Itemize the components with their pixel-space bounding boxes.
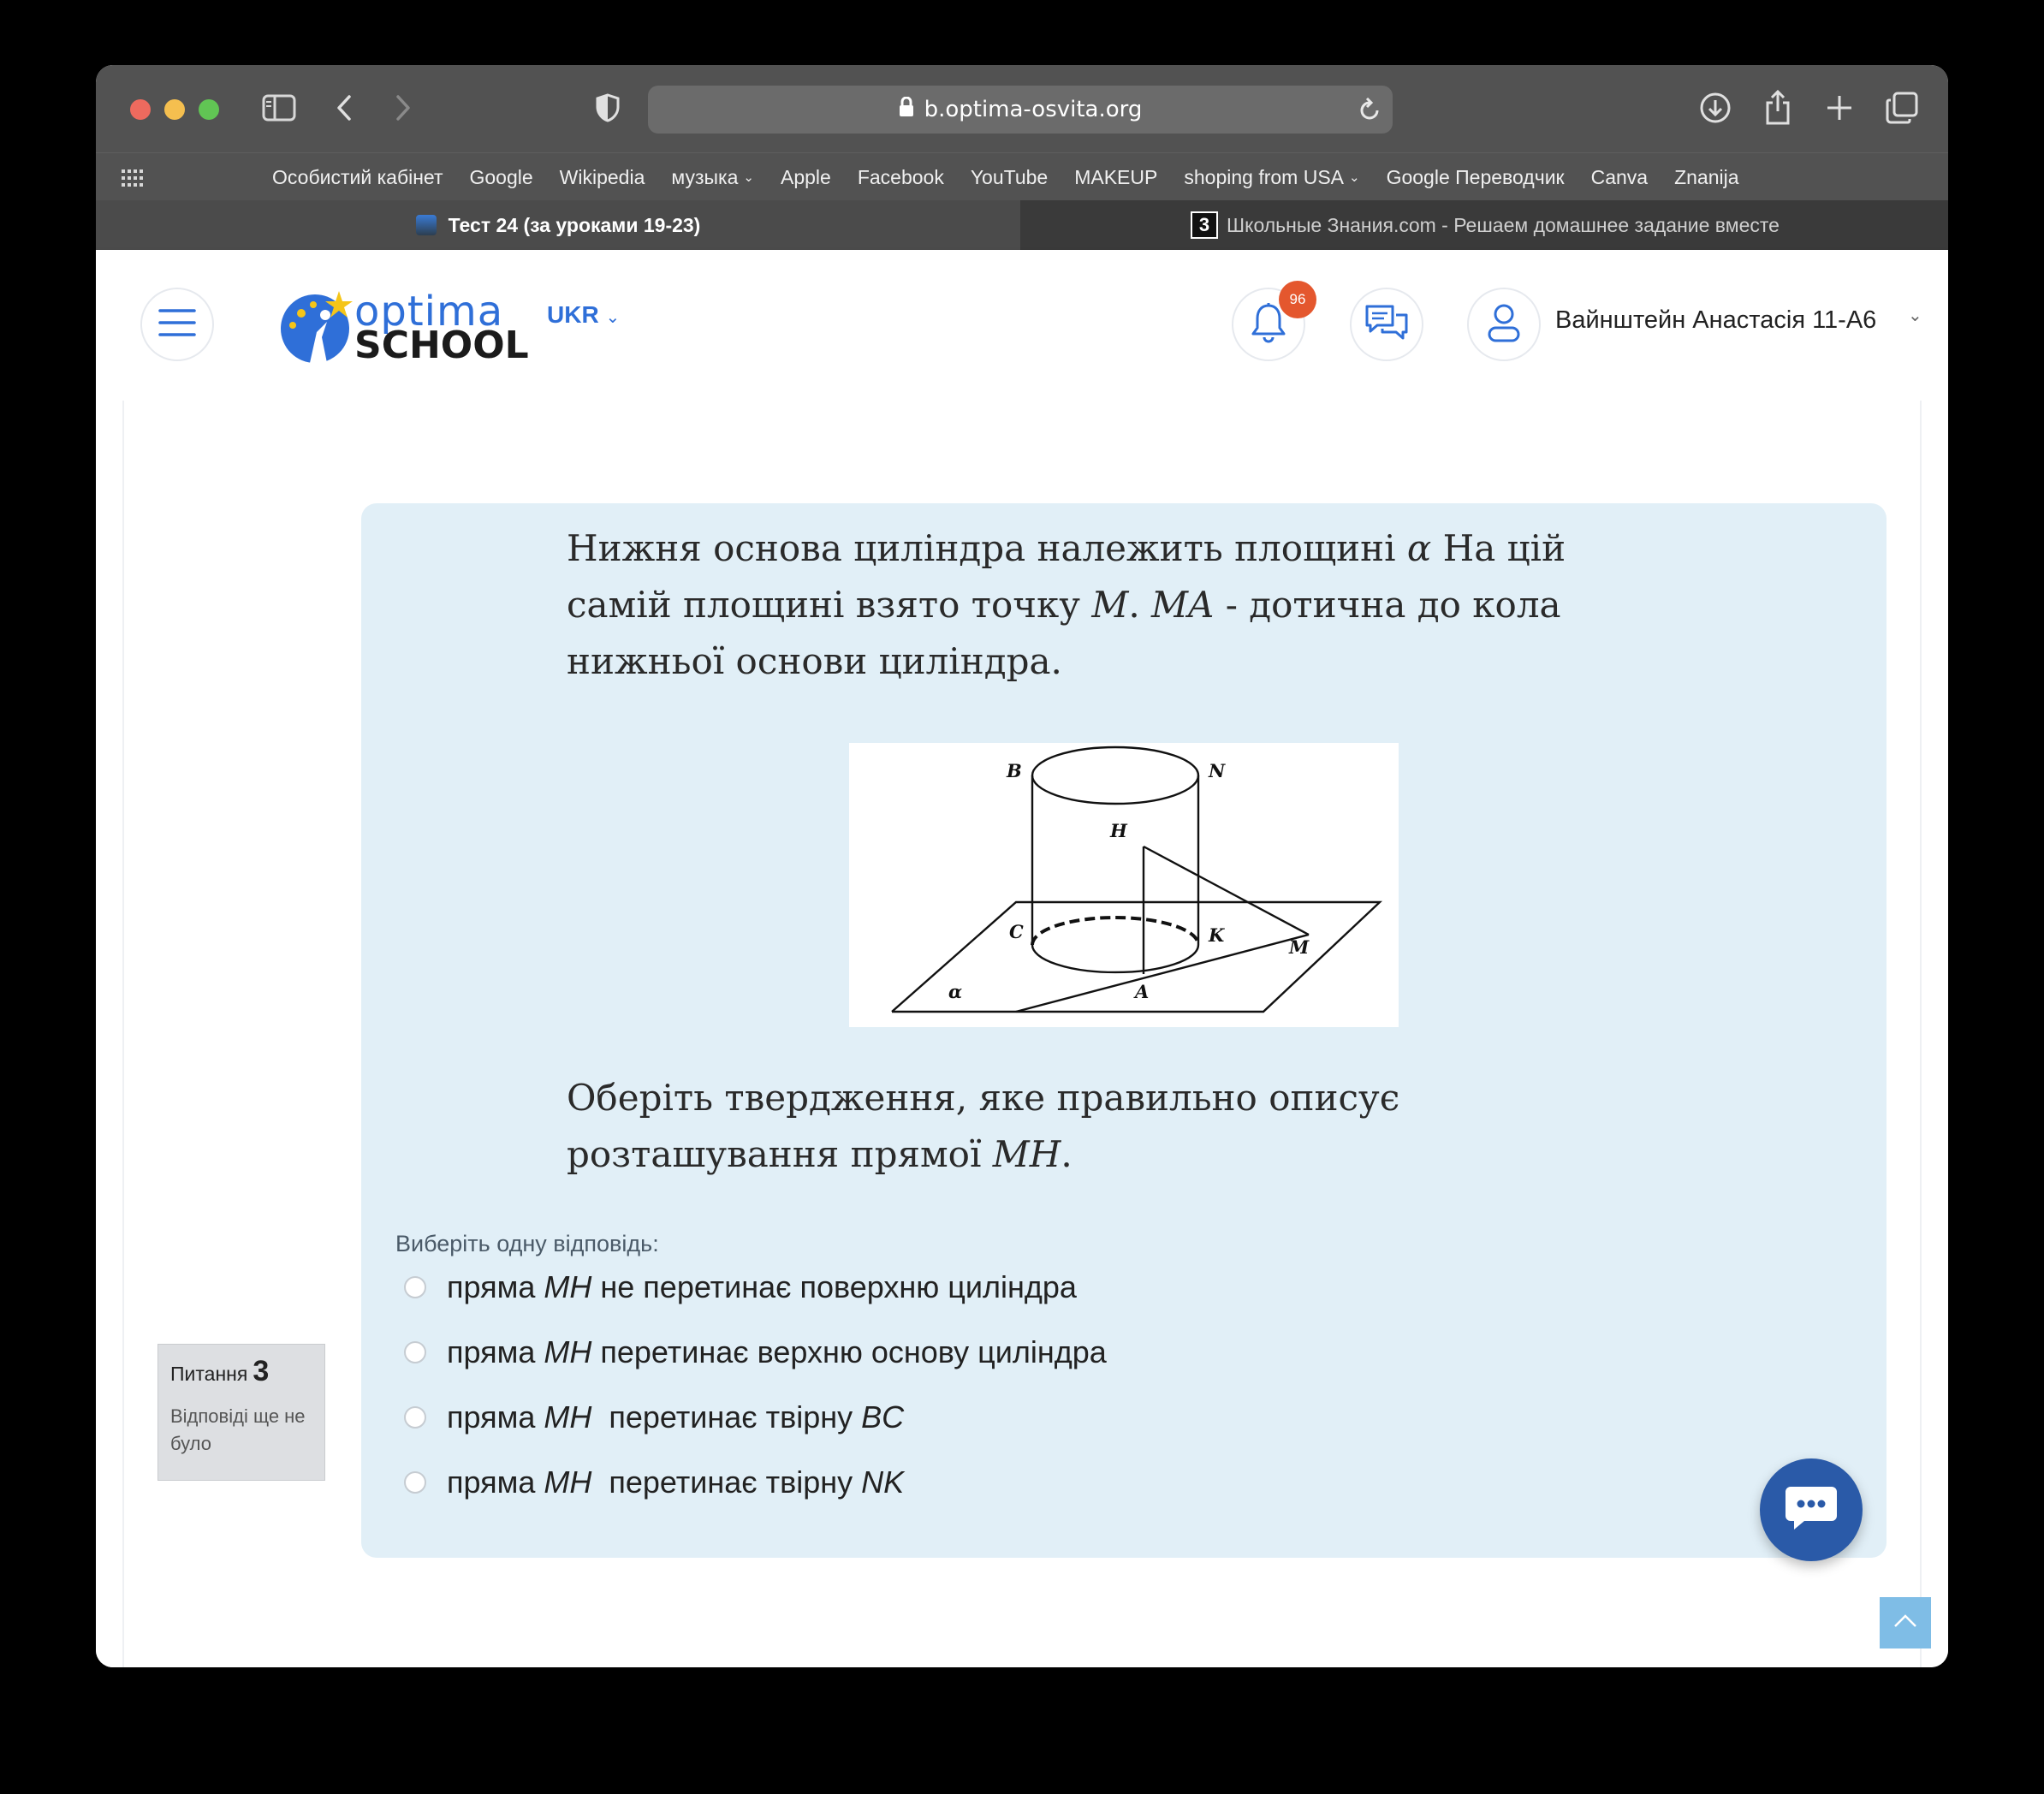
option-label: пряма MH перетинає верхню основу циліндра	[447, 1334, 1107, 1369]
content-border-left	[122, 401, 124, 1667]
optima-school-logo[interactable]	[276, 288, 529, 367]
radio-button[interactable]	[404, 1341, 426, 1363]
tab-favicon	[416, 215, 437, 235]
bookmark-znanija[interactable]: Znanija	[1674, 165, 1739, 188]
lock-icon	[899, 97, 914, 123]
radio-button[interactable]	[404, 1276, 426, 1298]
tab-overview-icon[interactable]	[1883, 89, 1921, 127]
label-alpha: α	[948, 981, 963, 1002]
cylinder-figure	[849, 743, 1399, 1027]
bookmark-canva[interactable]: Canva	[1590, 165, 1649, 188]
chevron-down-icon: ⌄	[1349, 170, 1360, 185]
bookmark-apple[interactable]: Apple	[780, 165, 831, 188]
minimize-window-button[interactable]	[164, 99, 185, 120]
bookmark-google-translate[interactable]: Google Переводчик	[1386, 165, 1565, 188]
user-icon	[1487, 302, 1521, 348]
notification-count-badge: 96	[1279, 281, 1316, 318]
close-window-button[interactable]	[130, 99, 151, 120]
tab-title: Тест 24 (за уроками 19-23)	[448, 213, 701, 236]
select-one-label: Виберіть одну відповідь:	[395, 1231, 659, 1256]
logo-globe-icon	[276, 288, 354, 365]
chat-bubbles-icon	[1364, 303, 1410, 347]
bookmark-folder-shoping[interactable]: shoping from USA ⌄	[1184, 165, 1360, 188]
bookmark-folder-muzyka[interactable]: музыка ⌄	[671, 165, 754, 188]
user-avatar-button[interactable]	[1467, 288, 1541, 361]
browser-window	[96, 65, 1948, 1667]
tab-test-24[interactable]	[96, 200, 1020, 250]
label-m: M	[1289, 936, 1310, 958]
tab-bar	[96, 200, 1948, 250]
answer-option-4[interactable]	[404, 1460, 904, 1505]
user-name[interactable]: Вайнштейн Анастасія 11-А6	[1555, 306, 1877, 334]
browser-toolbar	[96, 65, 1948, 152]
znaniya-favicon: 3	[1191, 211, 1218, 239]
bookmark-youtube[interactable]: YouTube	[970, 165, 1049, 188]
page-content	[96, 401, 1948, 1667]
content-border-right	[1920, 401, 1922, 1667]
question-number: Питання 3	[170, 1355, 270, 1387]
label-k: K	[1209, 924, 1225, 946]
share-icon[interactable]	[1761, 87, 1795, 127]
reload-icon[interactable]	[1358, 98, 1381, 128]
question-intro: Нижня основа циліндра належить площині α На цій самій площині взято точку M. MA - дотична до кола нижньої основи циліндра.	[567, 527, 1566, 682]
option-label: пряма MH не перетинає поверхню циліндра	[447, 1269, 1077, 1304]
back-icon[interactable]	[331, 91, 357, 125]
option-label: пряма MH перетинає твірну NK	[447, 1464, 905, 1500]
tab-shkolnye-znaniya[interactable]	[1022, 200, 1948, 250]
label-h: H	[1110, 820, 1127, 841]
url-text: b.optima-osvita.org	[924, 97, 1143, 122]
bookmark-google[interactable]: Google	[469, 165, 533, 188]
chat-dots-icon	[1784, 1483, 1839, 1537]
bookmark-osobystyi-kabinet[interactable]: Особистий кабінет	[272, 165, 443, 188]
answer-option-1[interactable]	[404, 1265, 1077, 1310]
messages-button[interactable]	[1350, 288, 1423, 361]
radio-button[interactable]	[404, 1406, 426, 1429]
answer-status: Відповіді ще не було	[170, 1405, 306, 1454]
hamburger-icon	[158, 308, 196, 342]
label-n: N	[1209, 760, 1226, 781]
chevron-up-icon	[1892, 1613, 1918, 1633]
language-selector[interactable]	[547, 301, 620, 329]
cylinder-diagram	[849, 743, 1399, 1027]
new-tab-icon[interactable]	[1822, 89, 1857, 127]
bookmark-facebook[interactable]: Facebook	[857, 165, 944, 188]
address-bar[interactable]	[648, 86, 1393, 134]
scroll-to-top-button[interactable]	[1880, 1597, 1931, 1648]
forward-icon[interactable]	[390, 91, 416, 125]
language-label: UKR	[547, 301, 599, 328]
chat-button[interactable]	[1760, 1458, 1863, 1561]
logo-text-optima: optima	[354, 288, 504, 336]
tab-title: Школьные Знания.com - Решаем домашнее задание вместе	[1227, 213, 1780, 236]
answer-option-3[interactable]	[404, 1395, 904, 1440]
label-b: B	[1007, 760, 1022, 781]
menu-button[interactable]	[140, 288, 214, 361]
radio-button[interactable]	[404, 1471, 426, 1494]
logo-text-school: SCHOOL	[354, 324, 529, 367]
downloads-icon[interactable]	[1698, 89, 1732, 127]
site-header	[96, 250, 1948, 401]
question-card	[361, 503, 1887, 1558]
bookmark-wikipedia[interactable]: Wikipedia	[559, 165, 645, 188]
label-c: C	[1009, 921, 1024, 942]
bookmarks-bar	[96, 152, 1948, 201]
option-label: пряма MH перетинає твірну BC	[447, 1399, 905, 1435]
label-a: A	[1135, 981, 1150, 1002]
question-prompt: Оберіть твердження, яке правильно описує розташування прямої MH.	[567, 1077, 1400, 1175]
chevron-down-icon[interactable]: ⌄	[1908, 306, 1922, 325]
question-nav-box[interactable]	[157, 1344, 325, 1481]
zoom-window-button[interactable]	[199, 99, 219, 120]
answer-option-2[interactable]	[404, 1330, 1107, 1375]
chevron-down-icon: ⌄	[605, 308, 621, 327]
shield-icon[interactable]	[592, 91, 623, 125]
chevron-down-icon: ⌄	[743, 170, 754, 185]
sidebar-icon[interactable]	[260, 91, 298, 125]
bookmark-makeup[interactable]: MAKEUP	[1074, 165, 1158, 188]
apps-grid-icon[interactable]	[120, 165, 146, 191]
